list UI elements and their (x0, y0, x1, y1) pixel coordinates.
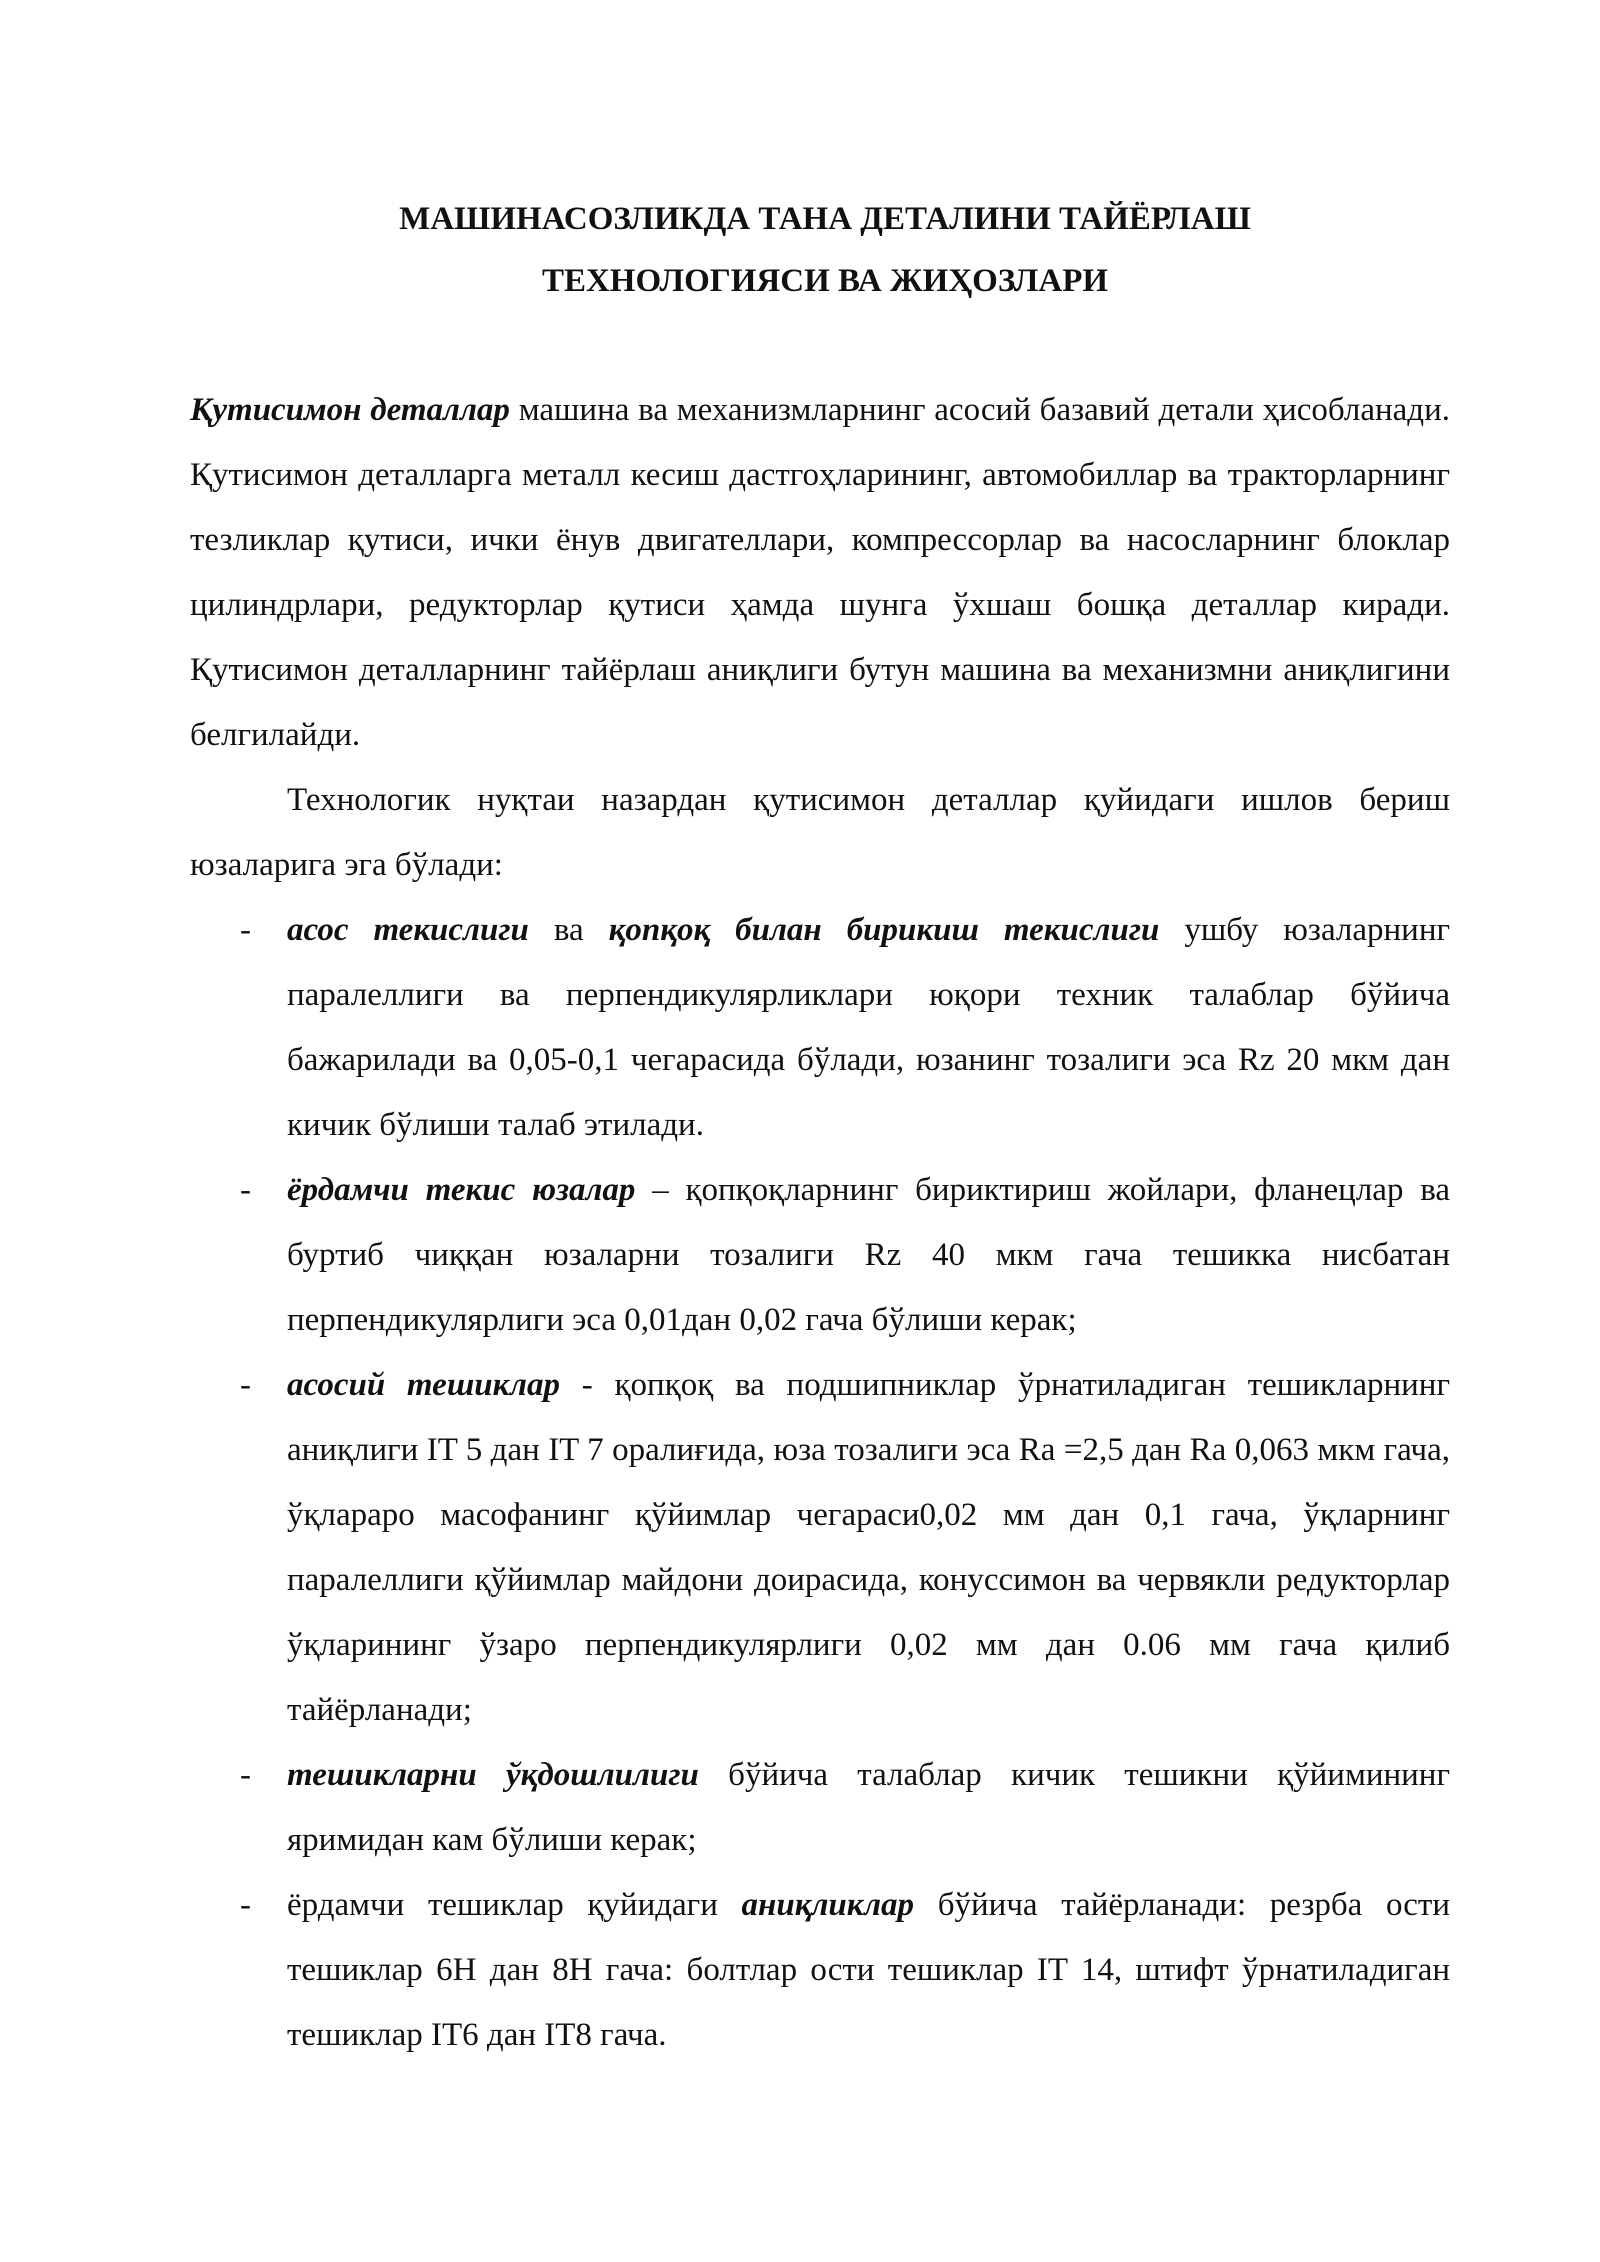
list-item (190, 898, 1450, 1158)
list-dash: - (240, 1367, 251, 1403)
list-item (190, 1743, 1450, 1873)
term-auxiliary-surfaces: ёрдамчи текис юзалар (287, 1172, 636, 1208)
term-main-holes: асосий тешиклар (287, 1367, 560, 1403)
list-item (190, 1353, 1450, 1743)
title-line-1: МАШИНАСОЗЛИКДА ТАНА ДЕТАЛИНИ ТАЙЁРЛАШ (399, 201, 1251, 237)
title-line-2: ТЕХНОЛОГИЯСИ ВА ЖИҲОЗЛАРИ (541, 263, 1109, 299)
requirements-list (190, 898, 1450, 2068)
list-dash: - (240, 1757, 251, 1793)
document-body (190, 378, 1450, 2068)
list-dash: - (240, 1172, 251, 1208)
list-item-text: – қопқоқларнинг бириктириш жойлари, фланецлар ва буртиб чиққан юзаларни тозалиги Rz 40 мкм гача тешикка нисбатан перпендикулярлиги эса 0,01дан 0,02 гача бўлиши керак; (287, 1172, 1451, 1338)
paragraph-surfaces: Технологик нуқтаи назардан қутисимон деталлар қуйидаги ишлов бериш юзаларига эга бўлади: (190, 782, 1450, 883)
list-item (190, 1158, 1450, 1353)
term-base-plane: асос текислиги (287, 912, 529, 948)
list-item (190, 1873, 1450, 2068)
list-item-text: бўйича тайёрланади: резрба ости тешиклар 6H дан 8H гача: болтлар ости тешиклар IT 14, штифт ўрнатиладиган тешиклар IT6 дан IT8 гача. (287, 1887, 1451, 2053)
list-item-text: - қопқоқ ва подшипниклар ўрнатиладиган тешикларнинг аниқлиги IT 5 дан IT 7 оралиғида, юза тозалиги эса Ra =2,5 дан Ra 0,063 мкм гача, ўқлараро масофанинг қўйимлар чегараси0,02 мм дан 0,1 гача, ўқларнинг паралеллиги қўйимлар майдони доирасида, конуссимон ва червякли редукторлар ўқларининг ўзаро перпендикулярлиги 0,02 мм дан 0.06 мм гача қилиб тайёрланади; (287, 1367, 1450, 1728)
list-item-pre: ёрдамчи тешиклар қуйидаги (287, 1887, 742, 1923)
term-hole-coaxiality: тешикларни ўқдошлилиги (287, 1757, 699, 1793)
term-cover-joint-plane: қопқоқ билан бирикиш текислиги (608, 912, 1160, 948)
term-box-parts: Қутисимон деталлар (190, 392, 510, 428)
list-item-connector: ва (528, 912, 609, 948)
list-item-text: бўйича талаблар кичик тешикни қўйимининг яримидан кам бўлиши керак; (287, 1757, 1451, 1858)
document-title (190, 188, 1460, 312)
term-accuracies: аниқликлар (741, 1887, 915, 1923)
paragraph-intro-text: машина ва механизмларнинг асосий базавий детали ҳисобланади. Қутисимон деталларга металл кесиш дастгоҳларининг, автомобиллар ва тракторларнинг тезликлар қутиси, ички ёнув двигателлари, компрессорлар ва насосларнинг блоклар цилиндрлари, редукторлар қутиси ҳамда шунга ўхшаш бошқа деталлар киради. Қутисимон деталларнинг тайёрлаш аниқлиги бутун машина ва механизмни аниқлигини белгилайди. (190, 392, 1450, 753)
list-item-text: ушбу юзаларнинг паралеллиги ва перпендикулярликлари юқори техник талаблар бўйича бажарилади ва 0,05-0,1 чегарасида бўлади, юзанинг тозалиги эса Rz 20 мкм дан кичик бўлиши талаб этилади. (287, 912, 1451, 1143)
list-dash: - (240, 1887, 251, 1923)
list-dash: - (240, 912, 251, 948)
paragraph-intro (190, 378, 1450, 768)
